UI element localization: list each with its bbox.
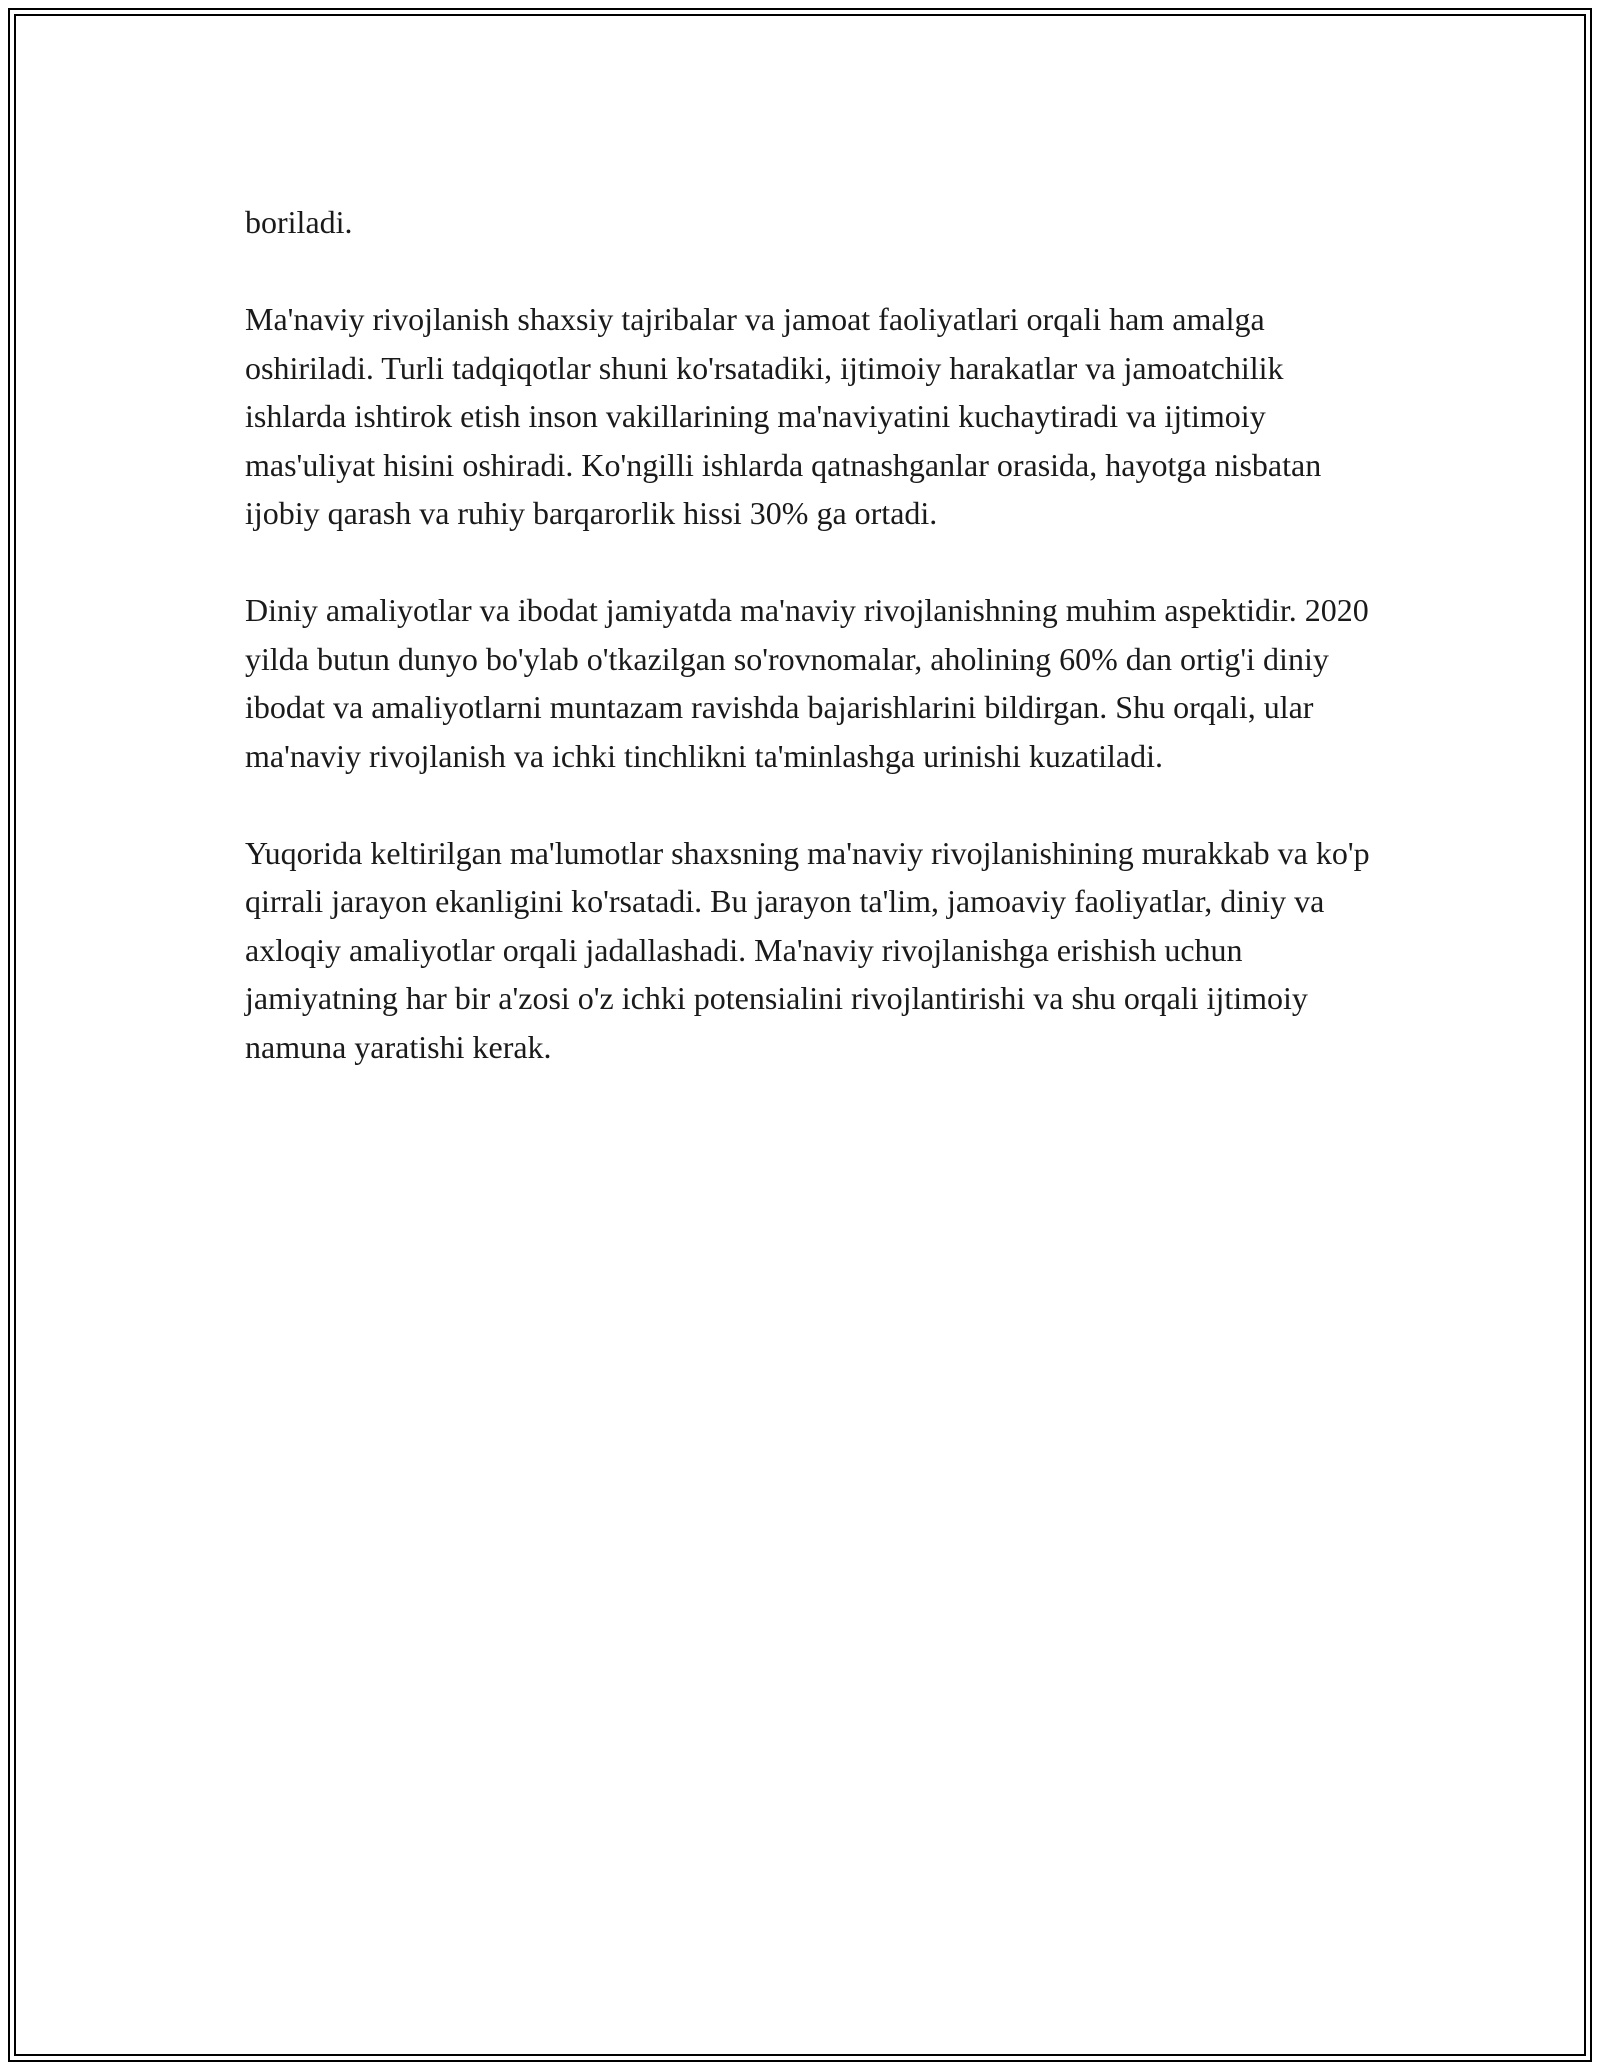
paragraph-continuation: boriladi.: [245, 204, 353, 240]
paragraph-personal-experience: Ma'naviy rivojlanish shaxsiy tajribalar va jamoat faoliyatlari orqali ham amalga oshiriladi. Turli tadqiqotlar shuni ko'rsatadiki, ijtimoiy harakatlar va jamoatchilik ishlarda ishtirok etish inson vakillarining ma'naviyatini kuchaytiradi va ijtimoiy mas'uliyat hisini oshiradi. Ko'ngilli ishlarda qatnashganlar orasida, hayotga nisbatan ijobiy qarash va ruhiy barqarorlik hissi 30% ga ortadi.: [245, 301, 1322, 531]
page-frame: [8, 8, 1592, 2062]
paragraph-religious-practice: Diniy amaliyotlar va ibodat jamiyatda ma'naviy rivojlanishning muhim aspektidir. 2020 yilda butun dunyo bo'ylab o'tkazilgan so'rovnomalar, aholining 60% dan ortig'i diniy ibodat va amaliyotlarni muntazam ravishda bajarishlarini bildirgan. Shu orqali, ular ma'naviy rivojlanish va ichki tinchlikni ta'minlashga urinishi kuzatiladi.: [245, 592, 1369, 774]
paragraph-conclusion: Yuqorida keltirilgan ma'lumotlar shaxsning ma'naviy rivojlanishining murakkab va ko'p qirrali jarayon ekanligini ko'rsatadi. Bu jarayon ta'lim, jamoaviy faoliyatlar, diniy va axloqiy amaliyotlar orqali jadallashadi. Ma'naviy rivojlanishga erishish uchun jamiyatning har bir a'zosi o'z ichki potensialini rivojlantirishi va shu orqali ijtimoiy namuna yaratishi kerak.: [245, 834, 1370, 1065]
document-body: [245, 198, 1385, 1120]
